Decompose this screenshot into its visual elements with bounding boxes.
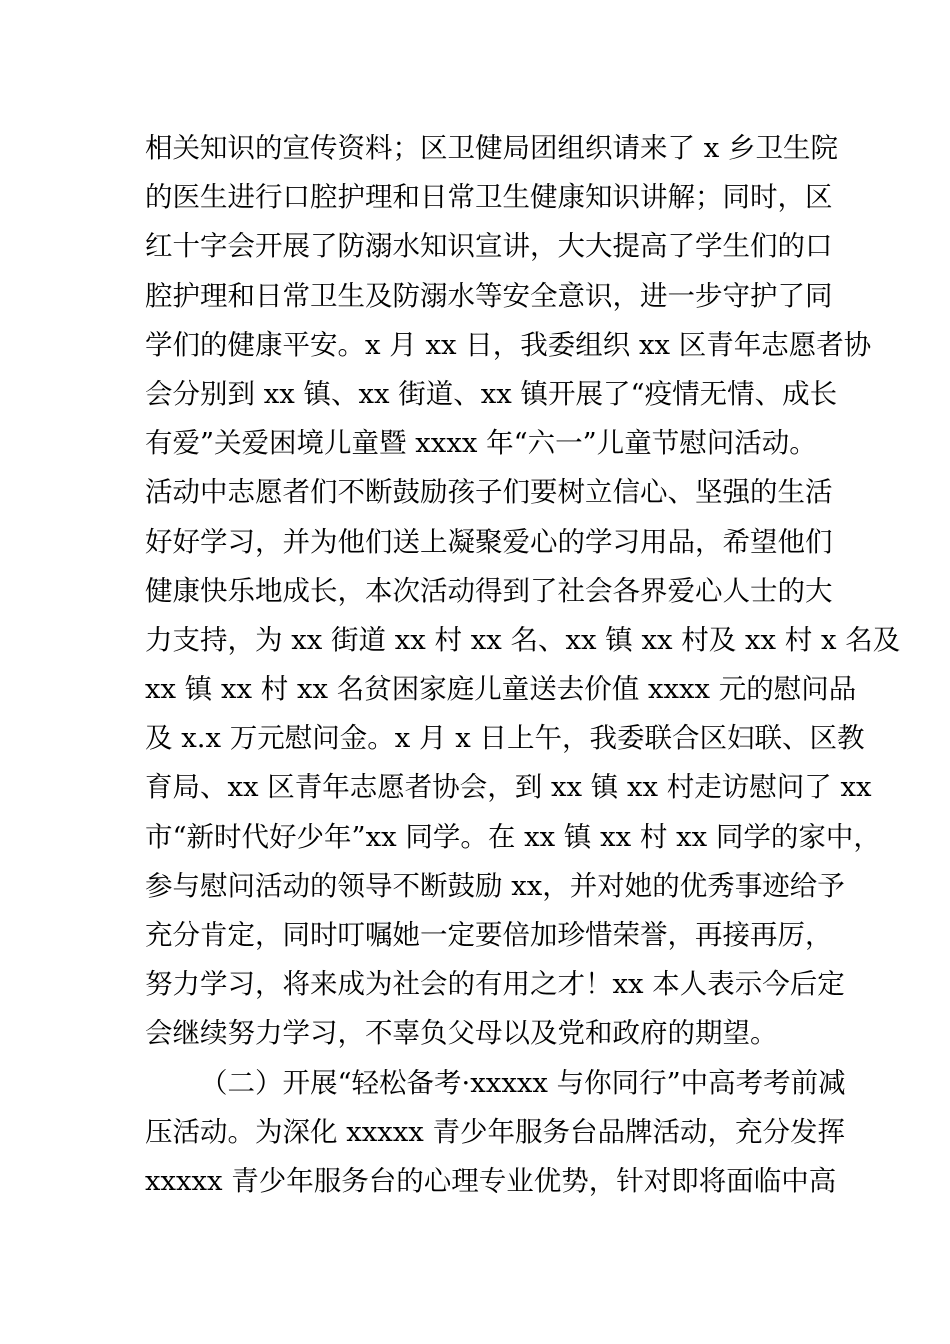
text-line: 的医生进行口腔护理和日常卫生健康知识讲解；同时，区 (145, 181, 833, 214)
text-line: 力支持，为 xx 街道 xx 村 xx 名、xx 镇 xx 村及 xx 村 x 名及 (145, 623, 901, 656)
text-line: 努力学习，将来成为社会的有用之才！xx 本人表示今后定 (145, 968, 845, 1001)
text-line: 腔护理和日常卫生及防溺水等安全意识，进一步守护了同 (145, 279, 833, 312)
text-line: 有爱”关爱困境儿童暨 xxxx 年“六一”儿童节慰问活动。 (145, 427, 817, 460)
text-line: 充分肯定，同时叮嘱她一定要倍加珍惜荣誉，再接再厉， (145, 919, 833, 951)
text-line: 相关知识的宣传资料；区卫健局团组织请来了 x 乡卫生院 (145, 132, 838, 164)
text-line: 健康快乐地成长，本次活动得到了社会各界爱心人士的大 (145, 574, 833, 607)
text-line: 活动中志愿者们不断鼓励孩子们要树立信心、坚强的生活 (145, 476, 833, 509)
text-line: 市“新时代好少年”xx 同学。在 xx 镇 xx 村 xx 同学的家中， (145, 820, 881, 853)
paragraph-end-line: 会继续努力学习，不辜负父母以及党和政府的期望。 (145, 1017, 778, 1050)
text-line: 育局、xx 区青年志愿者协会，到 xx 镇 xx 村走访慰问了 xx (145, 771, 872, 804)
text-line: xx 镇 xx 村 xx 名贫困家庭儿童送去价值 xxxx 元的慰问品 (145, 673, 857, 706)
text-line: 参与慰问活动的领导不断鼓励 xx，并对她的优秀事迹给予 (145, 869, 845, 902)
text-line: xxxxx 青少年服务台的心理专业优势，针对即将面临中高 (145, 1164, 837, 1197)
text-line: 会分别到 xx 镇、xx 街道、xx 镇开展了“疫情无情、成长 (145, 377, 838, 410)
text-line: 学们的健康平安。x 月 xx 日，我委组织 xx 区青年志愿者协 (145, 328, 872, 361)
text-line: 及 x.x 万元慰问金。x 月 x 日上午，我委联合区妇联、区教 (145, 722, 865, 755)
body-text (145, 124, 901, 1206)
section-heading-line: （二）开展“轻松备考·xxxxx 与你同行”中高考考前减 (200, 1066, 846, 1099)
text-line: 压活动。为深化 xxxxx 青少年服务台品牌活动，充分发挥 (145, 1115, 846, 1148)
text-line: 好好学习，并为他们送上凝聚爱心的学习用品，希望他们 (145, 525, 833, 558)
text-line: 红十字会开展了防溺水知识宣讲，大大提高了学生们的口 (145, 230, 833, 263)
